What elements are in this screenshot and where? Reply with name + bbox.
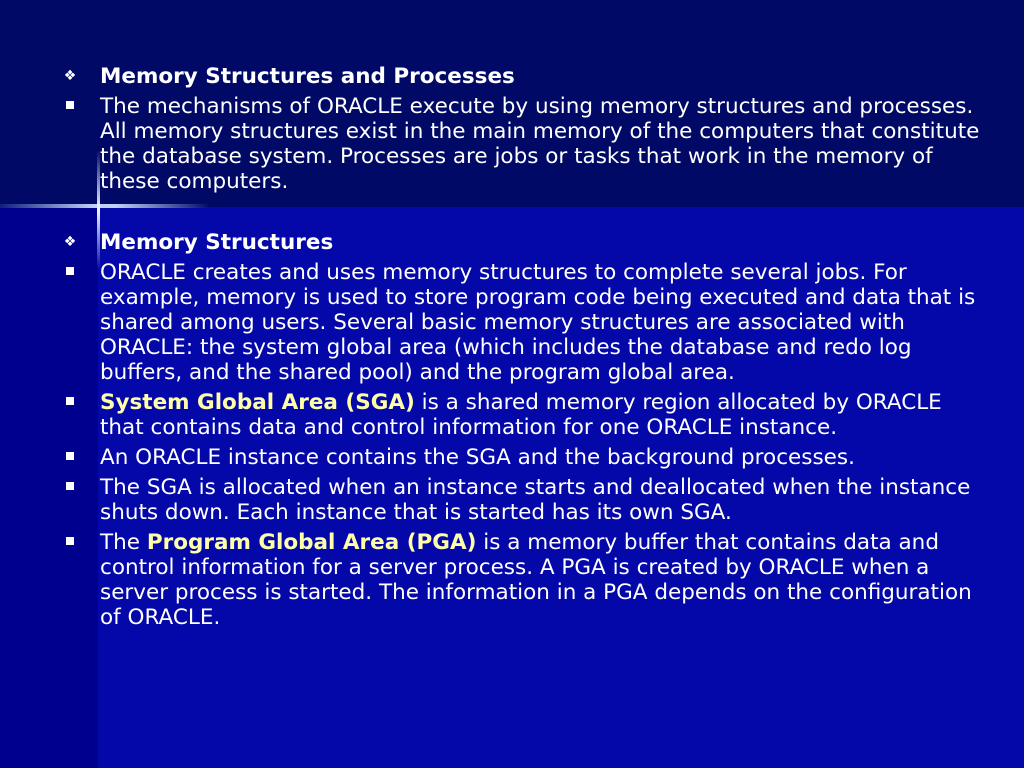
bullet-paragraph	[60, 530, 980, 630]
highlighted-term-sga: System Global Area (SGA)	[100, 390, 415, 415]
section-heading	[60, 230, 980, 255]
paragraph-text: The mechanisms of ORACLE execute by using memory structures and processes. All memory structures exist in the main memory of the computers that constitute the database system. Processes are jobs or tasks that work in the memory of these computers.	[100, 94, 980, 194]
square-bullet-icon	[60, 94, 80, 119]
section-heading	[60, 64, 980, 89]
square-bullet-icon	[60, 445, 80, 470]
diamond-cluster-bullet-icon: ❖	[63, 234, 77, 250]
bullet-paragraph	[60, 94, 980, 194]
bullet-paragraph	[60, 260, 980, 385]
bullet-paragraph	[60, 445, 980, 470]
paragraph-text: is a memory buffer that contains data and control information for a server process. A PGA is created by ORACLE when a server process is started. The information in a PGA depends on the configuration of ORACLE.	[100, 530, 972, 630]
section-heading-text: Memory Structures	[100, 230, 334, 255]
diamond-cluster-bullet-icon: ❖	[63, 68, 77, 84]
bullet-paragraph	[60, 475, 980, 525]
paragraph-text: The	[100, 530, 147, 555]
slide-content	[60, 64, 980, 630]
square-bullet-icon	[60, 260, 80, 285]
paragraph-text: The SGA is allocated when an instance starts and deallocated when the instance shuts down. Each instance that is started has its own SGA.	[100, 475, 971, 525]
square-bullet-icon	[60, 530, 80, 555]
highlighted-term-pga: Program Global Area (PGA)	[146, 530, 477, 555]
section-heading-text: Memory Structures and Processes	[100, 64, 515, 89]
bullet-paragraph	[60, 390, 980, 440]
square-bullet-icon	[60, 390, 80, 415]
square-bullet-icon	[60, 475, 80, 500]
paragraph-text: ORACLE creates and uses memory structures to complete several jobs. For example, memory is used to store program code being executed and data that is shared among users. Several basic memory structures are associated with ORACLE: the system global area (which includes the database and redo log buffers, and the shared pool) and the program global area.	[100, 260, 976, 385]
paragraph-text: An ORACLE instance contains the SGA and the background processes.	[100, 445, 855, 470]
paragraph-text: is a shared memory region allocated by ORACLE that contains data and control information for one ORACLE instance.	[100, 390, 942, 440]
